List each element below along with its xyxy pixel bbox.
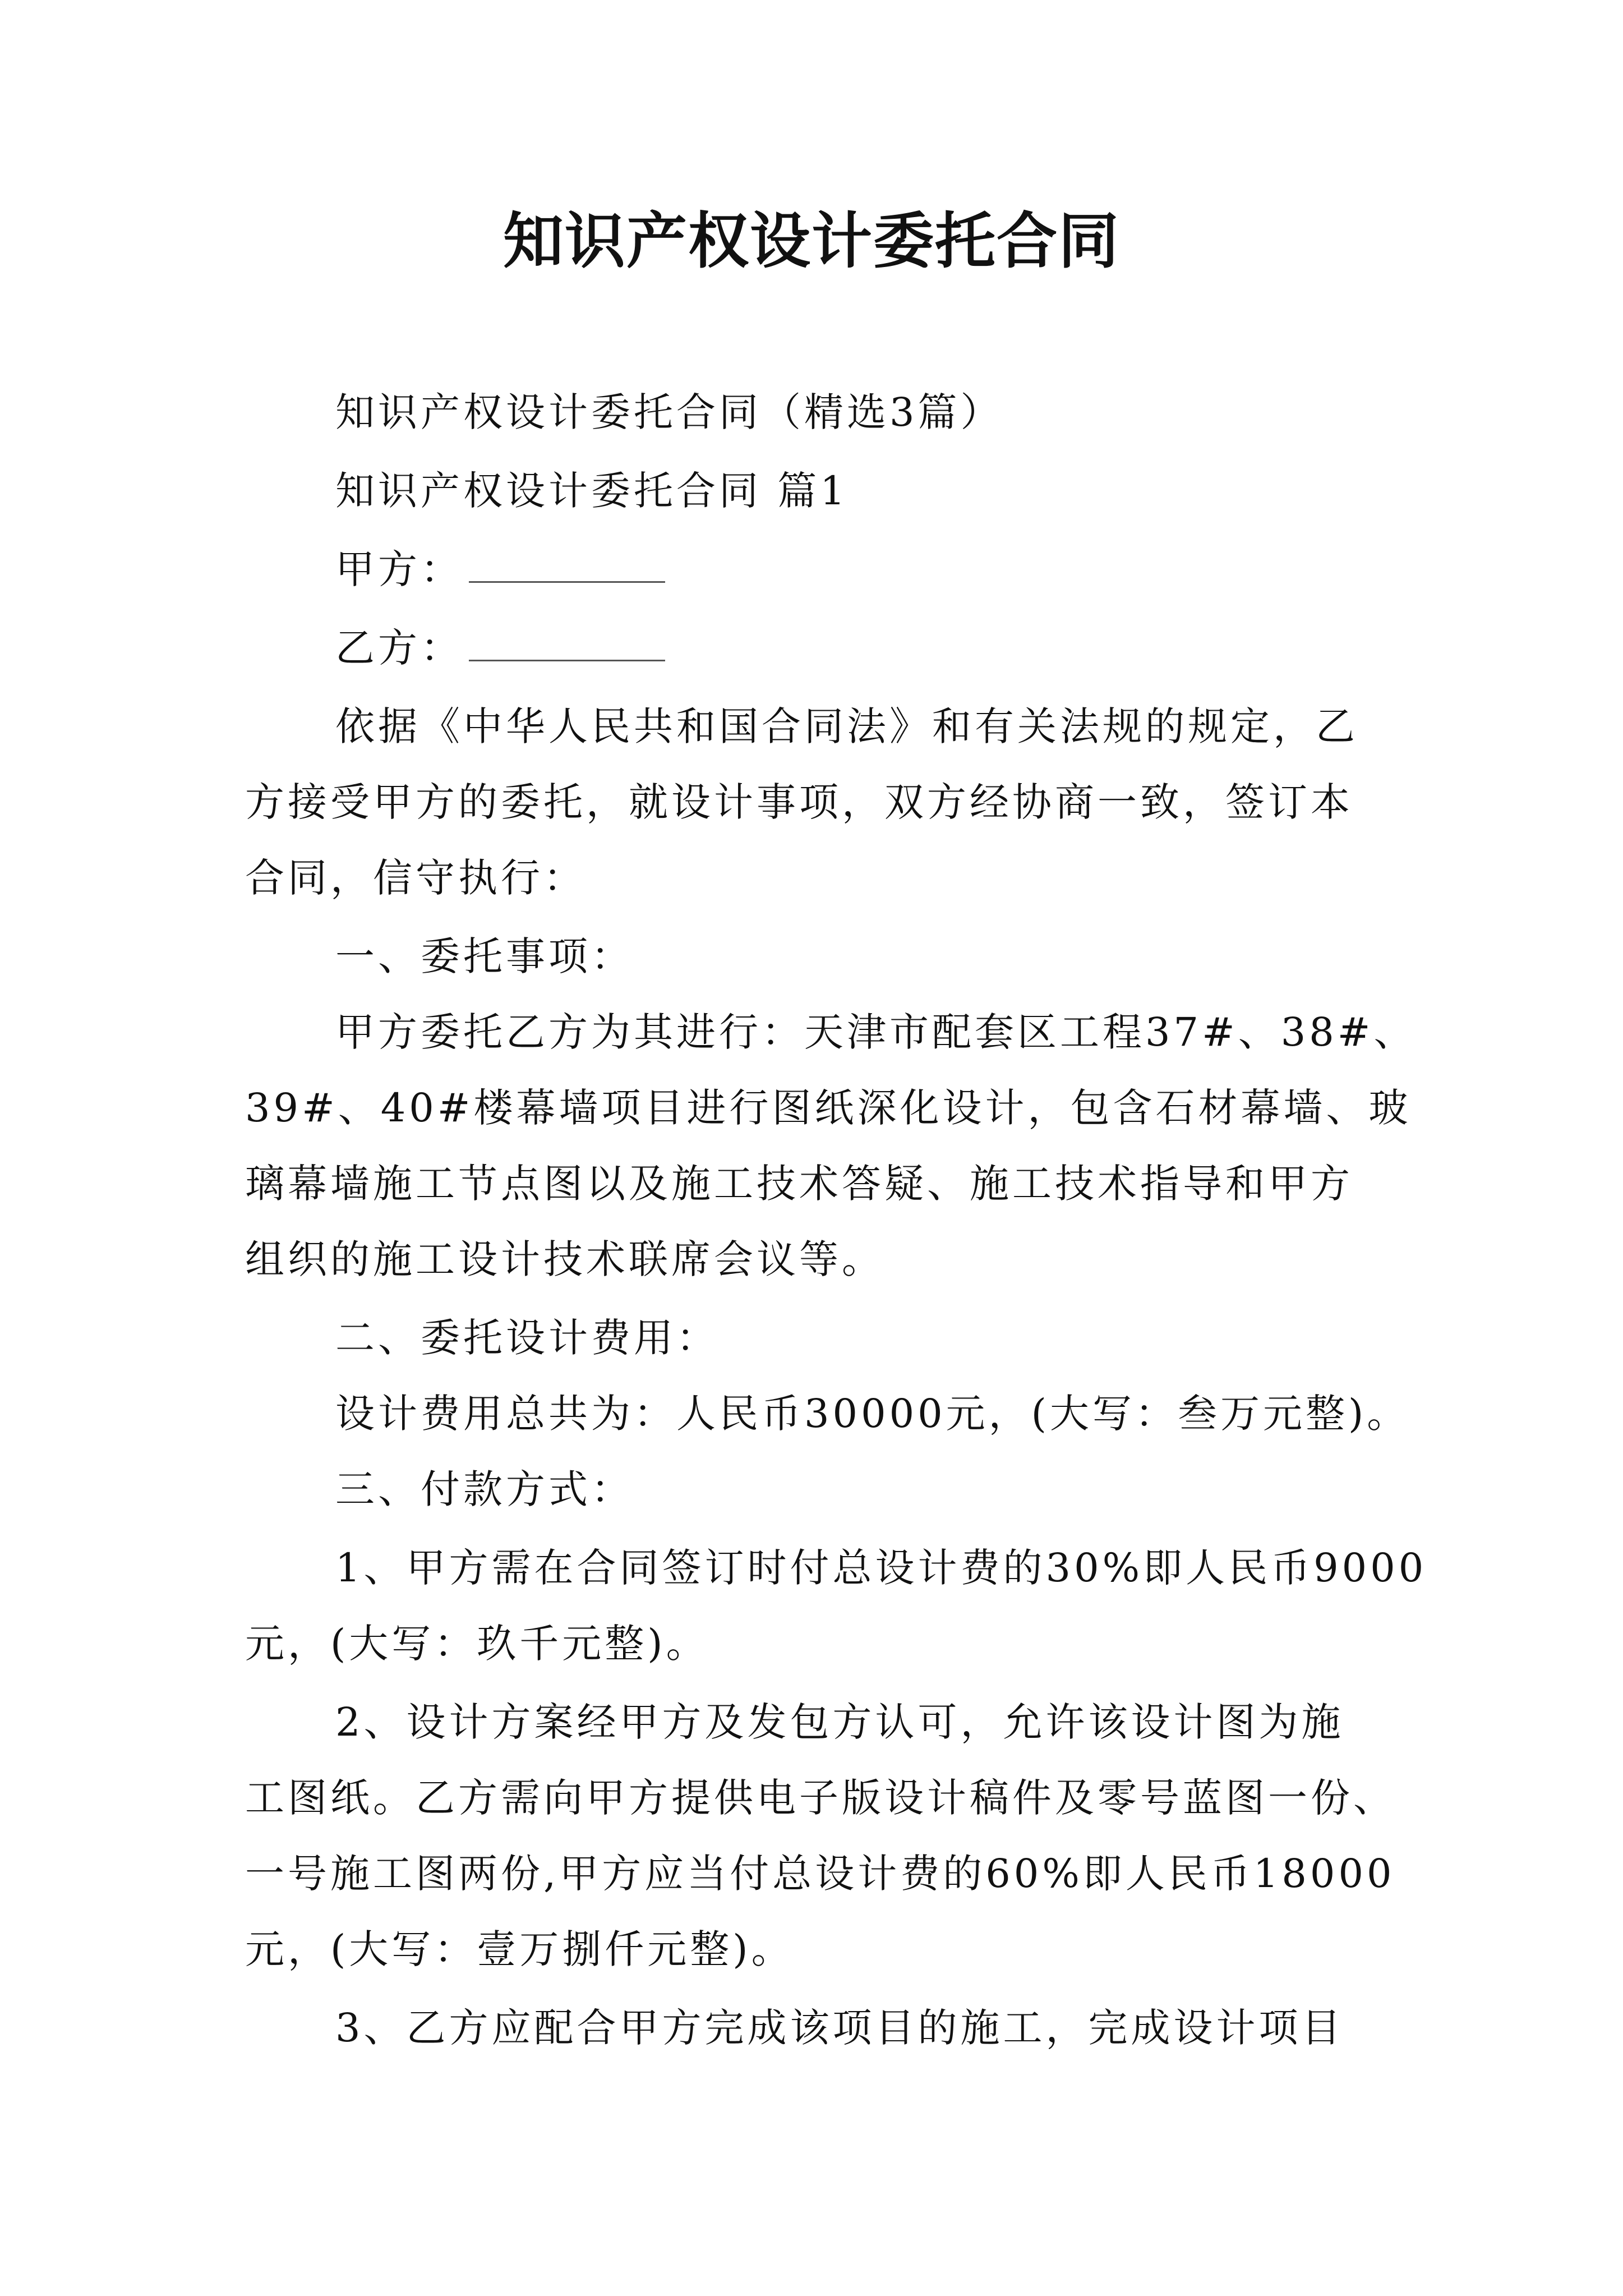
section-heading: 知识产权设计委托合同 篇1 xyxy=(335,468,849,514)
payment2-line: 2、设计方案经甲方及发包方认可，允许该设计图为施 xyxy=(335,1699,1344,1745)
clause1-heading: 一、委托事项： xyxy=(335,933,634,979)
subtitle: 知识产权设计委托合同（精选3篇） xyxy=(335,389,1003,435)
clause2-heading: 二、委托设计费用： xyxy=(335,1315,719,1361)
payment1-line: 元，(大写：玖千元整)。 xyxy=(245,1621,709,1667)
clause1-line: 39#、40#楼幕墙项目进行图纸深化设计，包含石材幕墙、玻 xyxy=(245,1085,1412,1131)
party-a-blank xyxy=(469,547,665,583)
clause1-line: 组织的施工设计技术联席会议等。 xyxy=(245,1236,884,1282)
party-a-label: 甲方： xyxy=(335,546,463,592)
payment3-line: 3、乙方应配合甲方完成该项目的施工，完成设计项目 xyxy=(335,2005,1344,2051)
document-title: 知识产权设计委托合同 xyxy=(502,206,1120,277)
intro-line: 依据《中华人民共和国合同法》和有关法规的规定，乙 xyxy=(335,703,1358,749)
party-b-line xyxy=(335,620,665,676)
clause1-line: 甲方委托乙方为其进行：天津市配套区工程37#、38#、 xyxy=(335,1009,1417,1055)
payment2-line: 工图纸。乙方需向甲方提供电子版设计稿件及零号蓝图一份、 xyxy=(245,1775,1396,1821)
intro-line: 方接受甲方的委托，就设计事项，双方经协商一致，签订本 xyxy=(245,779,1353,825)
clause1-line: 璃幕墙施工节点图以及施工技术答疑、施工技术指导和甲方 xyxy=(245,1161,1353,1207)
clause2-line: 设计费用总共为：人民币30000元，(大写：叁万元整)。 xyxy=(335,1391,1410,1437)
clause3-heading: 三、付款方式： xyxy=(335,1466,634,1512)
payment2-line: 元，(大写：壹万捌仟元整)。 xyxy=(245,1926,794,1972)
party-a-line xyxy=(335,541,665,597)
party-b-blank xyxy=(469,626,665,661)
payment2-line: 一号施工图两份,甲方应当付总设计费的60%即人民币18000 xyxy=(245,1851,1395,1897)
intro-line: 合同，信守执行： xyxy=(245,855,586,901)
party-b-label: 乙方： xyxy=(335,625,463,671)
payment1-line: 1、甲方需在合同签订时付总设计费的30%即人民币9000 xyxy=(335,1545,1427,1591)
